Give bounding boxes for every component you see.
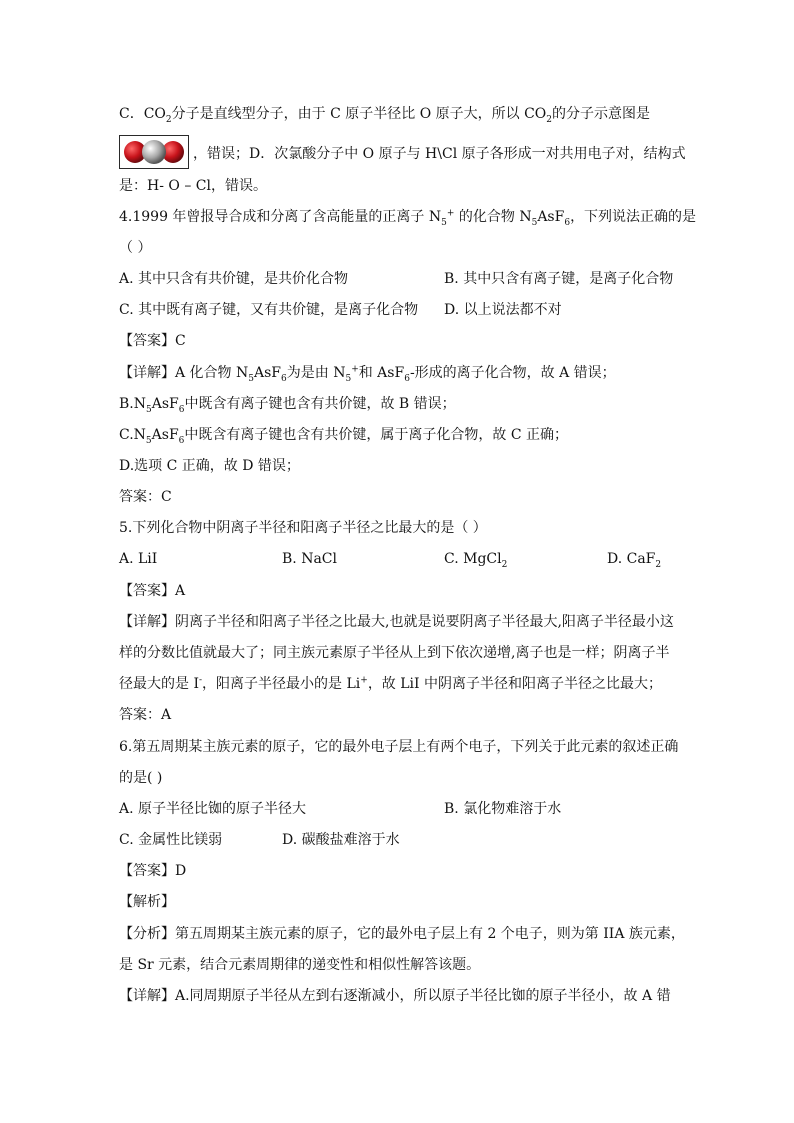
q5-option-b: B. NaCl: [282, 551, 337, 567]
q4-option-b: B. 其中只含有离子键，是离子化合物: [444, 271, 674, 287]
q6-stem-1: 6.第五周期某主族元素的原子，它的最外电子层上有两个电子，下列关于此元素的叙述正确: [119, 739, 679, 755]
q6-option-c: C. 金属性比镁弱: [119, 832, 223, 848]
q6-analysis-2: 是 Sr 元素，结合元素周期律的递变性和相似性解答该题。: [119, 957, 481, 973]
q4-answer: 【答案】C: [119, 333, 186, 349]
carbon-atom: [142, 140, 166, 164]
q4-detail-c: $C.N_5AsF_6$中既含有离子键也含有共价键，属于离子化合物，故 C 正确；: [119, 427, 569, 446]
q4-detail-a: 【详解】A 化合物 $N_5AsF_6$为是由 $N_5^+$和 AsF$_6$-形成的离子化合物，故 A 错误；: [119, 364, 616, 384]
q4-detail-b: $B.N_5AsF_6$中既含有离子键也含有共价键，故 B 错误；: [119, 396, 456, 415]
q5-stem: 5.下列化合物中阴离子半径和阳离子半径之比最大的是（ ）: [119, 520, 487, 536]
q5-answer: 【答案】A: [119, 583, 186, 599]
q6-option-b: B. 氯化物难溶于水: [444, 801, 562, 817]
co2-molecule-image: [119, 135, 189, 169]
q6-option-d: D. 碳酸盐难溶于水: [282, 832, 400, 848]
q3-line-3: 是：H- O – Cl，错误。: [119, 178, 267, 194]
q5-detail-1: 【详解】阴离子半径和阳离子半径之比最大,也就是说要阴离子半径最大,阳离子半径最小这: [119, 614, 674, 630]
q6-stem-2: 的是( ): [119, 770, 163, 786]
q6-answer: 【答案】D: [119, 863, 187, 879]
q4-option-c: C. 其中既有离子键，又有共价键，是离子化合物: [119, 302, 419, 318]
q5-final-answer: 答案：A: [119, 707, 172, 723]
q4-stem: 4.1999 年曾报导合成和分离了含高能量的正离子 $N_5^+$ 的化合物 $N_5AsF_6$，下列说法正确的是: [119, 208, 697, 228]
q6-analysis-heading: 【解析】: [119, 894, 175, 910]
q4-detail-d: D.选项 C 正确，故 D 错误；: [119, 458, 300, 474]
q5-option-a: A. LiI: [119, 551, 158, 567]
q4-option-d: D. 以上说法都不对: [444, 302, 562, 318]
q5-detail-2: 样的分数比值就最大了；同主族元素原子半径从上到下依次递增,离子也是一样；阴离子半: [119, 645, 670, 661]
q4-paren: （ ）: [119, 240, 152, 256]
q5-detail-3: 径最大的是 I-，阳离子半径最小的是 Li+，故 LiI 中阴离子半径和阳离子半径之比最大；: [119, 675, 663, 692]
q5-option-c: C. MgCl$_2$: [444, 551, 508, 570]
q6-option-a: A. 原子半径比铷的原子半径大: [119, 801, 307, 817]
q5-option-d: D. CaF$_2$: [607, 551, 662, 570]
q6-detail-1: 【详解】A.同周期原子半径从左到右逐渐减小，所以原子半径比铷的原子半径小，故 A 错: [119, 988, 671, 1004]
q4-option-a: A. 其中只含有共价键，是共价化合物: [119, 271, 349, 287]
co2-molecule-icon: [120, 136, 188, 168]
q3-line-1: C．$CO_2$分子是直线型分子，由于 C 原子半径比 O 原子大，所以 $CO_2$的分子示意图是: [119, 106, 651, 125]
q3-line-2: ，错误；D．次氯酸分子中 O 原子与 H\Cl 原子各形成一对共用电子对，结构式: [119, 137, 686, 173]
q4-final-answer: 答案：C: [119, 489, 172, 505]
q6-analysis-1: 【分析】第五周期某主族元素的原子，它的最外电子层上有 2 个电子，则为第 IIA 族元素，: [119, 926, 685, 942]
